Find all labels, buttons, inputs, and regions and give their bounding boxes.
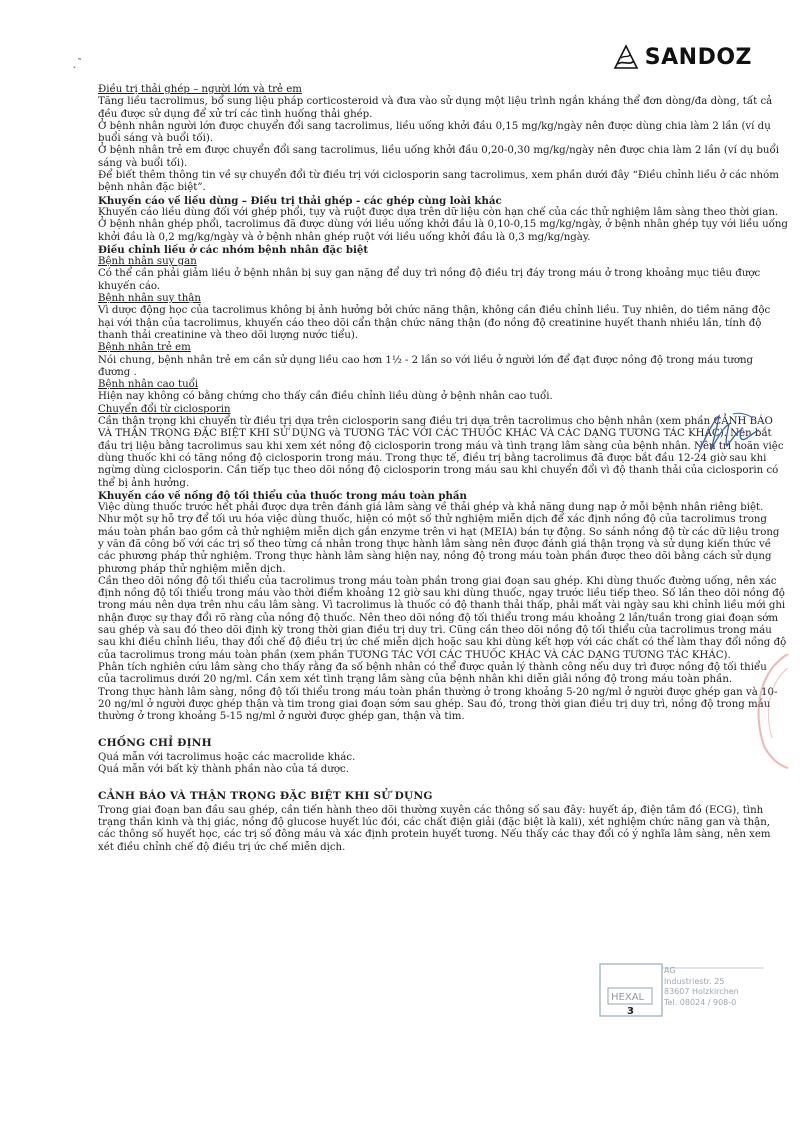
section-heading-warnings: CẢNH BÁO VÀ THẬN TRỌNG ĐẶC BIỆT KHI SỬ DỤNG [98,790,433,803]
paragraph: Ở bệnh nhân trẻ em được chuyển đổi sang tacrolimus, liều uống khởi đầu 0,20-0,30 mg/kg/ngày nên được chia làm 2 lần (ví dụ buổi sáng và buổi tối). [98,145,779,169]
paragraph: Nói chung, bệnh nhân trẻ em cần sử dụng liều cao hơn 1½ - 2 lần so với liều ở người lớn để đạt được nồng độ trong máu tương đương . [98,354,754,378]
stamp-line: Industriestr. 25 [664,976,725,986]
subheading: Bệnh nhân trẻ em [98,342,191,354]
paragraph: Quá mẫn với bất kỳ thành phần nào của tá dược. [98,764,349,776]
stamp-line: Tel. 08024 / 908-0 [664,997,737,1007]
sandoz-logo [613,44,752,70]
stamp-line: 83607 Holzkirchen [664,987,739,996]
stamp-line: AG [664,966,676,975]
brand-name: SANDOZ [644,44,752,70]
red-seal-fragment [730,650,790,770]
subheading: Chuyển đổi từ ciclosporin [98,403,231,415]
paragraph: Để biết thêm thông tin về sự chuyển đổi từ điều trị với ciclosporin sang tacrolimus, xem phần dưới đây “Điều chỉnh liều ở các nhóm bệnh nhân đặc biệt”. [98,170,779,194]
subheading: Điều trị thải ghép – người lớn và trẻ em [98,84,302,95]
paragraph: Khuyến cáo liều dùng đối với ghép phổi, tụy và ruột được dựa trên dữ liệu còn hạn chế của các thử nghiệm lâm sàng theo thời gian. Ở bệnh nhân ghép phổi, tacrolimus đã được dùng với liều uống khởi đầu là 0,10-0,15 mg/kg/ngày, ở bệnh nhân ghép tụy với liều uống khởi đầu là 0,2 mg/kg/ngày và ở bệnh nhân ghép ruột với liều uống khởi đầu là 0,3 mg/kg/ngày. [98,206,788,243]
sandoz-logo-icon [613,44,639,70]
subheading: Bệnh nhân cao tuổi [98,379,199,391]
paragraph: Việc dùng thuốc trước hết phải được dựa trên đánh giá lâm sàng về thải ghép và khả năng dung nạp ở mỗi bệnh nhân riêng biệt. [98,502,764,514]
paragraph: Ở bệnh nhân người lớn được chuyển đổi sang tacrolimus, liều uống khởi đầu 0,15 mg/kg/ngày nên được dùng chia làm 2 lần (ví dụ buổi sáng và buổi tối). [98,120,771,145]
svg-text:HEXAL: HEXAL [611,992,645,1003]
paragraph: Trong giai đoạn ban đầu sau ghép, cần tiến hành theo dõi thường xuyên các thông số sau đây: huyết áp, điện tâm đồ (ECG), tình trạng thần kinh và thị giác, nồng độ glucose huyết lúc đói, các chất điện giải (đặc biệt là kali), xét nghiệm chức năng gan và thận, các thông số huyết học, các trị số đông máu và xác định protein huyết tương. Nếu thấy các thay đổi có ý nghĩa lâm sàng, nên xem xét điều chỉnh chế độ điều trị ức chế miễn dịch. [98,804,771,853]
paragraph: Cần theo dõi nồng độ tối thiểu của tacrolimus trong máu toàn phần trong giai đoạn sau ghép. Khi dùng thuốc đường uống, nên xác định nồng độ tối thiểu trong máu vào thời điểm khoảng 12 giờ sau khi dùng thuốc, ngay trước liều tiếp theo. Số lần theo dõi nồng độ trong máu nên dựa trên nhu cầu lâm sàng. Vì tacrolimus là thuốc có độ thanh thải thấp, phải mất vài ngày sau khi chỉnh liều mới ghi nhận được sự thay đổi rõ ràng của nồng độ thuốc. Nên theo dõi nồng độ tối thiểu trong máu khoảng 2 lần/tuần trong giai đoạn sớm sau ghép và sau đó theo dõi định kỳ trong thời gian điều trị duy trì. Cũng cần theo dõi nồng độ tối thiểu của tacrolimus trong máu sau khi điều chỉnh liều, thay đổi chế độ điều trị ức chế miễn dịch hoặc sau khi dùng kết hợp với các chất có thể làm thay đổi nồng độ của tacrolimus trong máu toàn phần (xem phần TƯƠNG TÁC VỚI CÁC THUỐC KHÁC VÀ CÁC DẠNG TƯƠNG TÁC KHÁC). [98,575,787,661]
paragraph: Cần thận trọng khi chuyển từ điều trị dựa trên ciclosporin sang điều trị dựa trên tacrolimus cho bệnh nhân (xem phần CẢNH BÁO VÀ THẬN TRỌNG ĐẶC BIỆT KHI SỬ DỤNG và TƯƠNG TÁC VỚI CÁC THUỐC KHÁC VÀ CÁC DẠNG TƯƠNG TÁC KHÁC). Nên bắt đầu trị liệu bằng tacrolimus sau khi xem xét nồng độ ciclosporin trong máu và tình trạng lâm sàng của bệnh nhân. Nên trì hoãn việc dùng thuốc khi có tăng nồng độ ciclosporin trong máu. Trong thực tế, điều trị bằng tacrolimus đã được bắt đầu 12-24 giờ sau khi ngừng dùng ciclosporin. Cần tiếp tục theo dõi nồng độ ciclosporin trong máu sau khi chuyển đổi vì độ thanh thải của ciclosporin có thể bị ảnh hưởng. [98,416,784,489]
paragraph: Có thể cần phải giảm liều ở bệnh nhân bị suy gan nặng để duy trì nồng độ điều trị đáy trong máu ở trong khoảng mục tiêu được khuyến cáo. [98,268,761,292]
paragraph: Như một sự hỗ trợ để tối ưu hóa việc dùng thuốc, hiện có một số thử nghiệm miễn dịch để xác định nồng độ của tacrolimus trong máu toàn phần bao gồm cả thử nghiệm miễn dịch gắn enzyme trên vi hạt (MEIA) bán tự động. So sánh nồng độ từ các dữ liệu trong y văn đã công bố với các trị số theo từng cá nhân trong thực hành lâm sàng nên được đánh giá thận trọng và sử dụng kiến thức về các phương pháp thử nghiệm. Trong thực hành lâm sàng hiện nay, nồng độ trong máu toàn phần được theo dõi bằng cách sử dụng phương pháp thử nghiệm miễn dịch. [98,514,780,575]
document-body [98,84,788,854]
paragraph: Phân tích nghiên cứu lâm sàng cho thấy rằng đa số bệnh nhân có thể được quản lý thành công nếu duy trì được nồng độ tối thiểu của tacrolimus dưới 20 ng/ml. Cần xem xét tình trạng lâm sàng của bệnh nhân khi diễn giải nồng độ trong máu toàn phần. [98,661,767,686]
paragraph: Vì dược động học của tacrolimus không bị ảnh hưởng bởi chức năng thận, không cần điều chỉnh liều. Tuy nhiên, do tiềm năng độc hại với thận của tacrolimus, khuyến cáo theo dõi cẩn thận chức năng thận (đo nồng độ creatinine huyết thanh nhiều lần, tính độ thanh thải creatinine và theo dõi lượng nước tiểu). [98,305,771,341]
subheading: Bệnh nhân suy thận [98,293,201,305]
corner-mark: ˛˜ [72,58,82,69]
paragraph: Trong thực hành lâm sàng, nồng độ tối thiểu trong máu toàn phần thường ở trong khoảng 5-20 ng/ml ở người được ghép gan và 10-20 ng/ml ở người được ghép thận và tim trong giai đoạn sớm sau ghép. Sau đó, trong thời gian điều trị duy trì, nồng độ trong máu thường ở trong khoảng 5-15 ng/ml ở người được ghép gan, thận và tim. [98,686,778,723]
subheading: Bệnh nhân suy gan [98,256,197,268]
section-heading: Khuyến cáo về nồng độ tối thiểu của thuốc trong máu toàn phần [98,489,467,502]
handwritten-signature [693,408,763,458]
paragraph: Tăng liều tacrolimus, bổ sung liệu pháp corticosteroid và đưa vào sử dụng một liệu trình ngắn kháng thể đơn dòng/đa dòng, tất cả đều được sử dụng để xử trí các tình huống thải ghép. [98,96,773,120]
section-heading-contraindications: CHỐNG CHỈ ĐỊNH [98,737,212,750]
section-heading: Khuyến cáo về liều dùng – Điều trị thải ghép - các ghép cùng loài khác [98,194,502,207]
page-number: 3 [627,1006,634,1017]
paragraph: Hiện nay không có bằng chứng cho thấy cần điều chỉnh liều dùng ở bệnh nhân cao tuổi. [98,391,553,403]
stamp-address [664,966,739,1008]
section-heading: Điều chỉnh liều ở các nhóm bệnh nhân đặc biệt [98,243,369,256]
paragraph: Quá mẫn với tacrolimus hoặc các macrolide khác. [98,751,356,763]
